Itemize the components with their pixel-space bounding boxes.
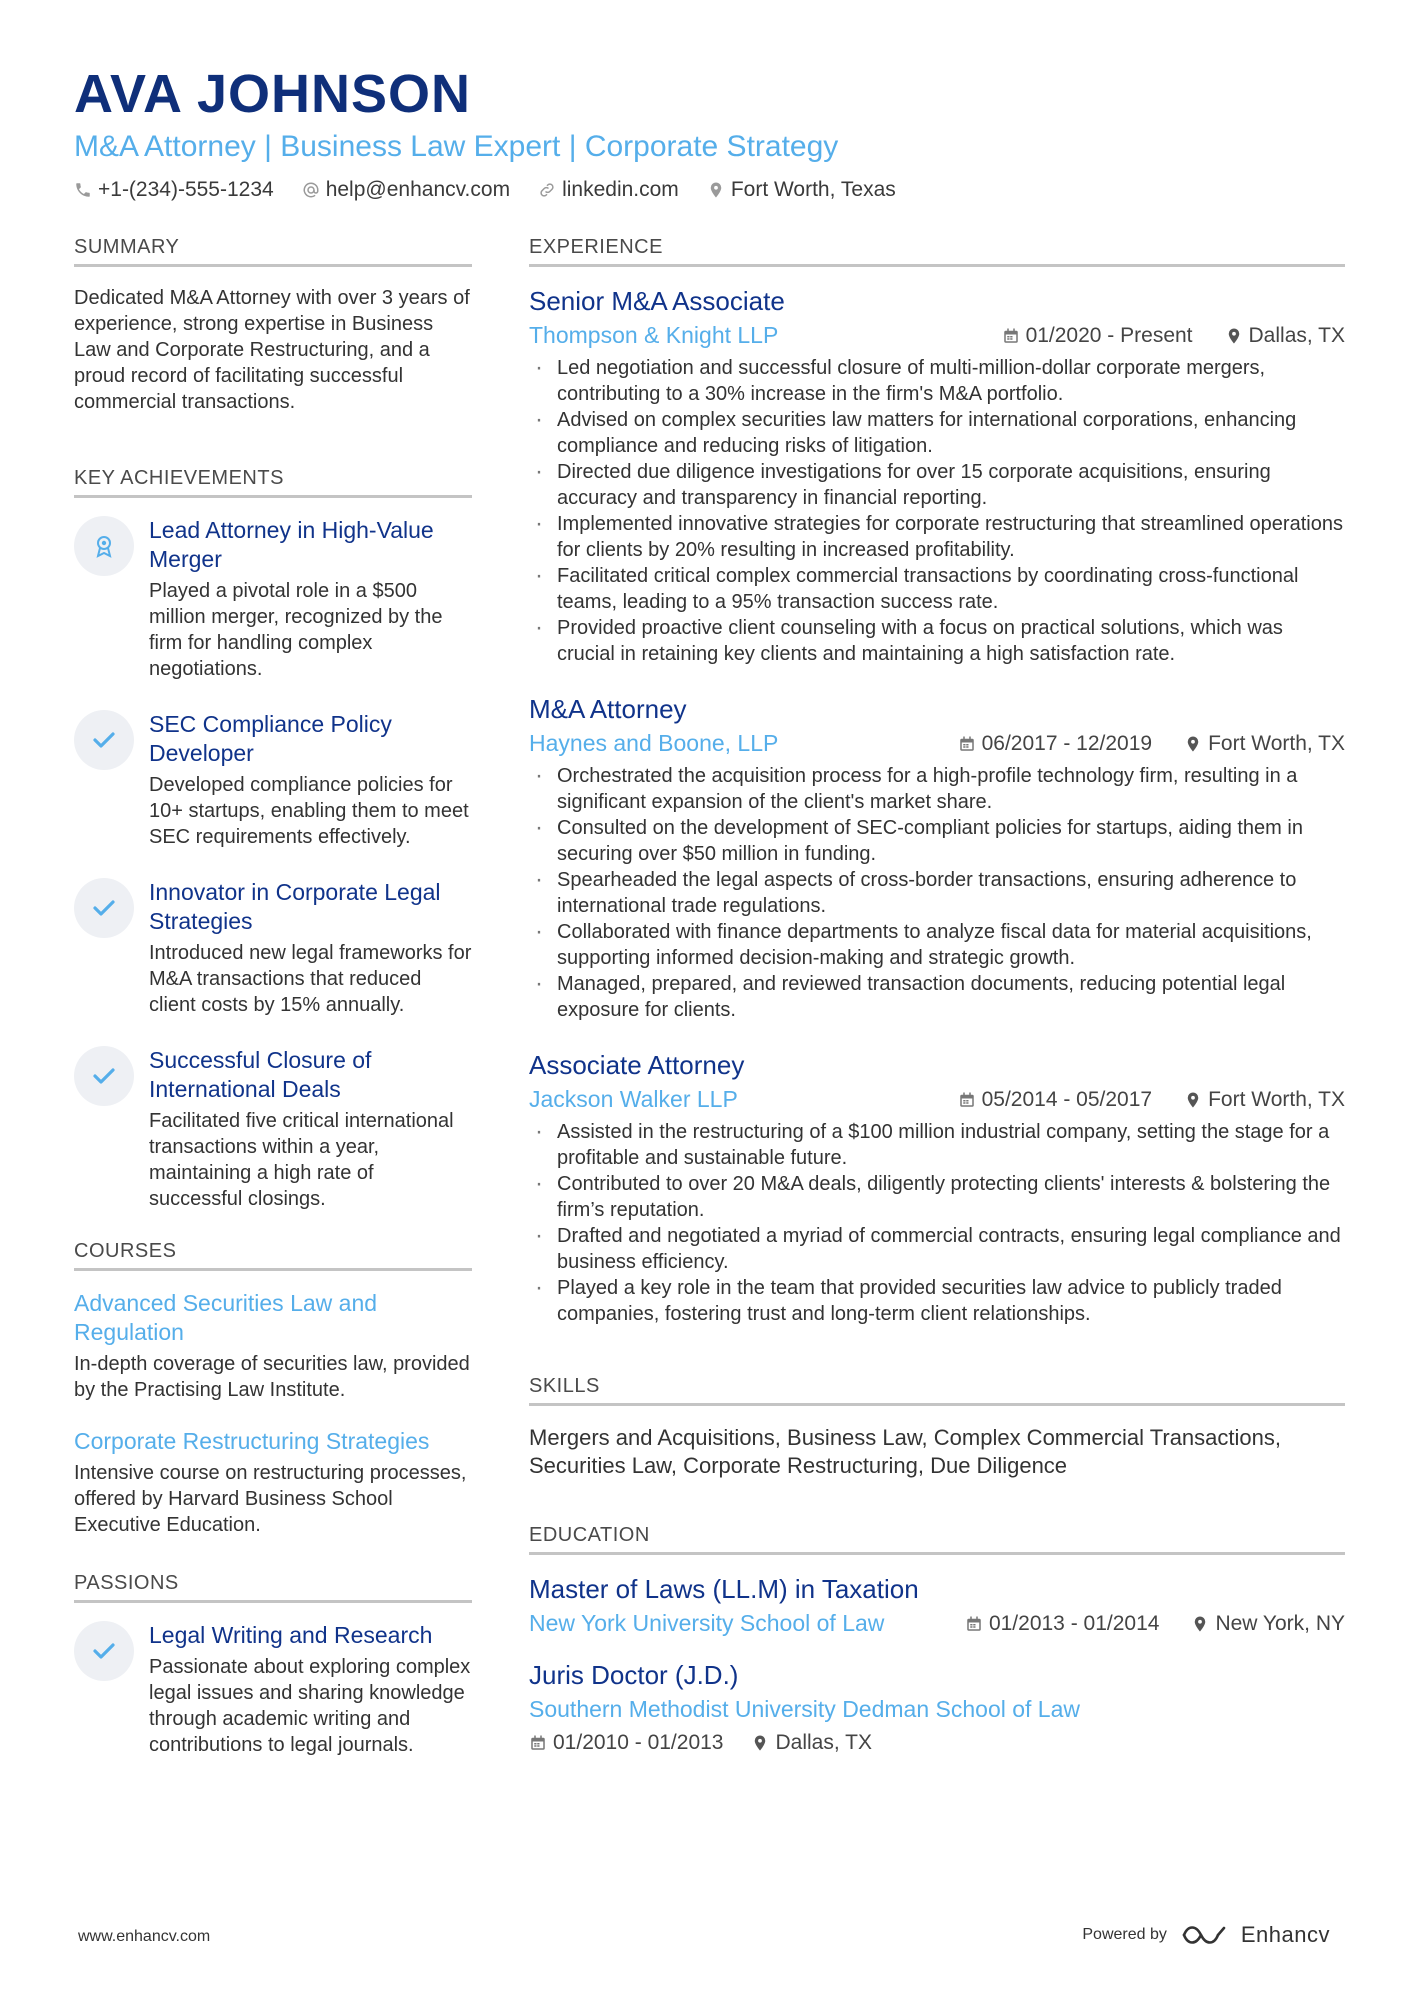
location-text: Fort Worth, Texas [730,178,896,201]
achievement-item [74,1046,472,1212]
achievement-item [74,516,472,682]
location-pin-icon [1191,1615,1209,1633]
calendar-icon [958,735,976,753]
education-location-text: New York, NY [1215,1611,1345,1635]
school-name: Southern Methodist University Dedman School of Law [529,1696,1081,1722]
bullet-item: · Spearheaded the legal aspects of cross-border transactions, ensuring adherence to international trade regulations. [529,867,1345,919]
achievement-desc: Introduced new legal frameworks for M&A transactions that reduced client costs by 15% annually. [149,942,472,1016]
job-dates-text: 01/2020 - Present [1025,323,1193,347]
calendar-icon [958,1091,976,1109]
education-location [751,1731,871,1755]
contact-bar [74,178,1344,202]
resume-header [74,62,1344,202]
brand-name: Enhancv [1240,1922,1330,1947]
calendar-icon [529,1734,547,1752]
job-location-text: Fort Worth, TX [1208,1087,1345,1111]
job-dates-text: 05/2014 - 05/2017 [981,1087,1153,1111]
education-location [1191,1612,1345,1636]
achievement-title: Lead Attorney in High-Value Merger [149,517,434,572]
experience-section [529,236,1345,1327]
right-column [529,236,1345,1771]
job-dates [958,732,1152,756]
skills-heading: SKILLS [529,1375,1345,1406]
achievement-desc: Facilitated five critical international transactions within a year, maintaining a high rate of successful closings. [149,1110,454,1210]
course-desc: Intensive course on restructuring processes, offered by Harvard Business School Executive Education. [74,1462,467,1536]
job-location [1225,324,1345,348]
job-location-text: Fort Worth, TX [1208,731,1345,755]
job-bullets [529,1119,1345,1327]
job-bullets [529,763,1345,1023]
course-item [74,1289,472,1403]
bullet-item: · Assisted in the restructuring of a $100 million industrial company, setting the stage for a profitable and sustainable future. [529,1119,1345,1171]
degree-title: Master of Laws (LL.M) in Taxation [529,1574,919,1604]
award-icon [74,516,134,576]
course-item [74,1427,472,1538]
company-name: Jackson Walker LLP [529,1086,738,1112]
location-pin-icon [1184,735,1202,753]
achievement-title: Successful Closure of International Deals [149,1047,372,1102]
job-meta-row [529,730,1345,757]
achievement-desc: Developed compliance policies for 10+ startups, enabling them to meet SEC requirements effectively. [149,774,469,848]
summary-section [74,236,472,415]
passion-desc: Passionate about exploring complex legal issues and sharing knowledge through academic writing and contributions to legal journals. [149,1656,471,1756]
summary-text: Dedicated M&A Attorney with over 3 years of experience, strong expertise in Business Law and Corporate Restructuring, and a proud record of facilitating successful commercial transactions. [74,287,470,413]
achievement-title: SEC Compliance Policy Developer [149,711,392,766]
education-dates [529,1731,723,1755]
experience-heading: EXPERIENCE [529,236,1345,267]
job-meta-row [529,1086,1345,1113]
skills-text: Mergers and Acquisitions, Business Law, Complex Commercial Transactions, Securities Law, Corporate Restructuring, Due Diligence [529,1425,1281,1478]
location-pin-icon [1225,327,1243,345]
job-dates [1002,324,1193,348]
course-title: Advanced Securities Law and Regulation [74,1290,378,1345]
education-dates [965,1612,1159,1636]
school-name: New York University School of Law [529,1610,885,1636]
job-title: Associate Attorney [529,1050,745,1080]
education-entry [529,1659,1345,1755]
check-icon [74,1621,134,1681]
passions-section [74,1572,472,1758]
education-heading: EDUCATION [529,1524,1345,1555]
passion-title: Legal Writing and Research [149,1622,433,1648]
at-icon [302,181,320,199]
enhancv-logo-icon [1181,1923,1227,1947]
job-entry [529,693,1345,1023]
contact-email[interactable] [302,178,510,202]
location-pin-icon [707,181,725,199]
job-location [1184,732,1345,756]
courses-heading: COURSES [74,1240,472,1271]
check-icon [74,710,134,770]
bullet-item: · Directed due diligence investigations for over 15 corporate acquisitions, ensuring accuracy and transparency in financial reporting. [529,459,1345,511]
education-meta-row [529,1731,1345,1755]
bullet-item: · Played a key role in the team that provided securities law advice to publicly traded companies, fostering trust and long-term client relationships. [529,1275,1345,1327]
check-icon [74,878,134,938]
phone-icon [74,181,92,199]
powered-by-text: Powered by [1082,1926,1167,1943]
course-desc: In-depth coverage of securities law, provided by the Practising Law Institute. [74,1353,470,1401]
contact-phone[interactable] [74,178,274,202]
calendar-icon [1002,327,1020,345]
achievement-item [74,878,472,1018]
courses-section [74,1240,472,1538]
course-title: Corporate Restructuring Strategies [74,1428,430,1454]
achievements-section [74,467,472,1212]
job-location [1184,1088,1345,1112]
left-column [74,236,472,1786]
linkedin-text: linkedin.com [562,178,679,201]
bullet-item: · Drafted and negotiated a myriad of commercial contracts, ensuring legal compliance and business efficiency. [529,1223,1345,1275]
job-location-text: Dallas, TX [1248,323,1345,347]
email-text: help@enhancv.com [325,178,511,201]
job-entry [529,1049,1345,1327]
education-dates-text: 01/2013 - 01/2014 [988,1611,1160,1635]
powered-by[interactable] [1082,1922,1330,1948]
passion-item [74,1621,472,1758]
job-entry [529,285,1345,667]
education-dates-text: 01/2010 - 01/2013 [553,1731,724,1754]
bullet-item: · Provided proactive client counseling with a focus on practical solutions, which was crucial in retaining key clients and maintaining a high satisfaction rate. [529,615,1345,667]
job-dates-text: 06/2017 - 12/2019 [981,731,1153,755]
education-entry [529,1573,1345,1637]
achievement-title: Innovator in Corporate Legal Strategies [149,879,441,934]
footer-website[interactable]: www.enhancv.com [78,1928,211,1945]
bullet-item: · Contributed to over 20 M&A deals, diligently protecting clients' interests & bolstering the firm’s reputation. [529,1171,1345,1223]
education-location-text: Dallas, TX [775,1731,872,1754]
calendar-icon [965,1615,983,1633]
link-icon [538,181,556,199]
summary-heading: SUMMARY [74,236,472,267]
job-dates [958,1088,1152,1112]
bullet-item: · Implemented innovative strategies for corporate restructuring that streamlined operations for clients by 20% resulting in increased profitability. [529,511,1345,563]
bullet-item: · Consulted on the development of SEC-compliant policies for startups, aiding them in securing over $50 million in funding. [529,815,1345,867]
location-pin-icon [751,1734,769,1752]
education-section [529,1524,1345,1755]
degree-title: Juris Doctor (J.D.) [529,1660,739,1690]
company-name: Haynes and Boone, LLP [529,730,779,756]
achievement-item [74,710,472,850]
job-title: Senior M&A Associate [529,286,785,316]
job-title: M&A Attorney [529,694,687,724]
achievements-heading: KEY ACHIEVEMENTS [74,467,472,498]
contact-linkedin[interactable] [538,178,679,202]
bullet-item: · Orchestrated the acquisition process for a high-profile technology firm, resulting in a significant expansion of the client's market share. [529,763,1345,815]
bullet-item: · Led negotiation and successful closure of multi-million-dollar corporate mergers, contributing to a 30% increase in the firm's M&A portfolio. [529,355,1345,407]
passions-heading: PASSIONS [74,1572,472,1603]
phone-text: +1-(234)-555-1234 [98,178,274,201]
check-icon [74,1046,134,1106]
bullet-item: · Advised on complex securities law matters for international corporations, enhancing compliance and reducing risks of litigation. [529,407,1345,459]
skills-section [529,1375,1345,1480]
contact-location [707,178,896,202]
education-meta-row [529,1610,1345,1637]
company-name: Thompson & Knight LLP [529,322,779,348]
candidate-headline: M&A Attorney | Business Law Expert | Corporate Strategy [74,130,839,163]
candidate-name: AVA JOHNSON [74,64,472,124]
bullet-item: · Managed, prepared, and reviewed transaction documents, reducing potential legal exposure for clients. [529,971,1345,1023]
job-meta-row [529,322,1345,349]
location-pin-icon [1184,1091,1202,1109]
achievement-desc: Played a pivotal role in a $500 million merger, recognized by the firm for handling complex negotiations. [149,580,443,680]
bullet-item: · Collaborated with finance departments to analyze fiscal data for material acquisitions, supporting informed decision-making and strategic growth. [529,919,1345,971]
job-bullets [529,355,1345,667]
bullet-item: · Facilitated critical complex commercial transactions by coordinating cross-functional teams, leading to a 95% transaction success rate. [529,563,1345,615]
